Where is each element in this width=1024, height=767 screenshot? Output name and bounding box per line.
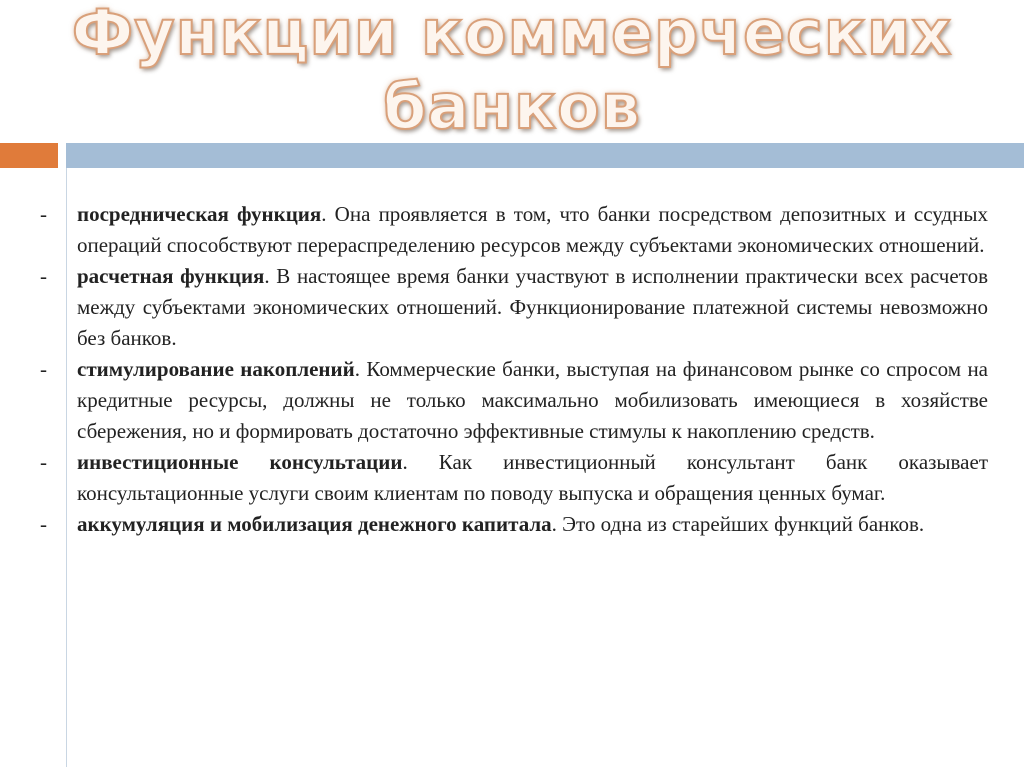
list-dash: - [40, 202, 47, 226]
title-line-1: Функции коммерческих [71, 0, 953, 69]
list-dash: - [40, 357, 47, 381]
item-term: инвестиционные консультации [77, 450, 403, 474]
item-text: . Она проявляется в том, что банки посредством депозитных и ссудных операций способствуют перераспределению ресурсов между субъектами экономических отношений. [77, 202, 988, 257]
title-line-2: банков [383, 70, 641, 143]
list-item [40, 509, 988, 540]
item-term: посредническая функция [77, 202, 322, 226]
function-list [40, 199, 988, 540]
slide-title [0, 0, 1024, 143]
list-dash: - [40, 512, 47, 536]
item-term: стимулирование накоплений [77, 357, 355, 381]
item-text: . Как инвестиционный консультант банк оказывает консультационные услуги своим клиентам по поводу выпуска и обращения ценных бумаг. [77, 450, 989, 505]
accent-bar-orange [0, 143, 58, 168]
item-text: . Коммерческие банки, выступая на финансовом рынке со спросом на кредитные ресурсы, должны не только максимально мобилизовать имеющиеся в хозяйстве сбережения, но и формировать достаточно эффективные стимулы к накоплению средств. [77, 357, 988, 443]
list-item [40, 354, 988, 447]
list-dash: - [40, 264, 47, 288]
list-dash: - [40, 450, 47, 474]
list-item [40, 447, 988, 509]
item-text: . В настоящее время банки участвуют в исполнении практически всех расчетов между субъектами экономических отношений. Функционирование платежной системы невозможно без банков. [77, 264, 988, 350]
list-item [40, 199, 988, 261]
item-text: . Это одна из старейших функций банков. [551, 512, 925, 536]
accent-bar-blue [66, 143, 1024, 168]
item-term: расчетная функция [77, 264, 265, 288]
list-item [40, 261, 988, 354]
item-term: аккумуляция и мобилизация денежного капитала [77, 512, 552, 536]
